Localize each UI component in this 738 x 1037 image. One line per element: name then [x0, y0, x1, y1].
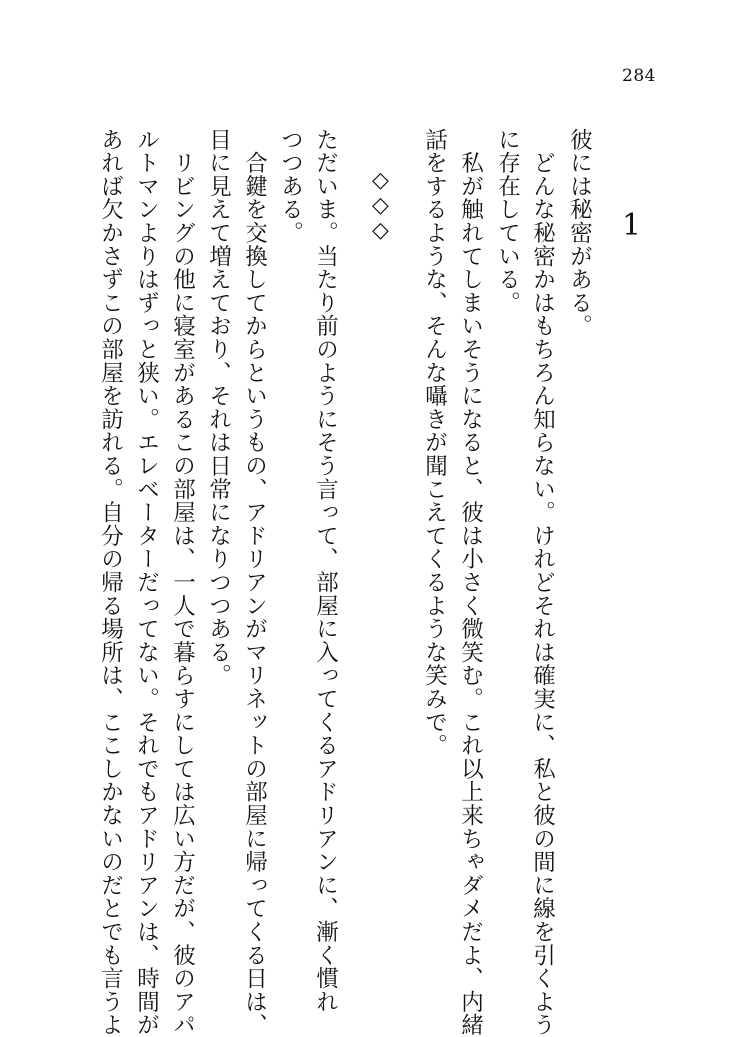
chapter-number: 1	[622, 208, 642, 243]
text-column-8: 合鍵を交換してからというもの、アドリアンがマリネットの部屋に帰ってくる日は、	[241, 128, 268, 1037]
text-column-6: ただいま。当たり前のようにそう言って、部屋に入ってくるアドリアンに、漸く慣れ	[312, 128, 339, 1014]
text-column-4: 私が触れてしまいそうになると、彼は小さく微笑む。これ以上来ちゃダメだよ、内緒	[457, 128, 484, 1037]
text-column-12: あれば欠かさずこの部屋を訪れる。自分の帰る場所は、ここしかないのだとでも言うよ	[97, 128, 124, 1037]
page-number: 284	[622, 66, 656, 86]
text-column-10: リビングの他に寝室があるこの部屋は、一人で暮らすにしては広い方だが、彼のアパ	[169, 128, 196, 1037]
text-column-5: 話をするような、そんな囁きが聞こえてくるような笑みで。	[421, 128, 448, 758]
text-column-11: ルトマンよりはずっと狭い。エレベーターだってない。それでもアドリアンは、時間が	[133, 128, 160, 1037]
text-column-7: つつある。	[277, 128, 304, 245]
text-column-3: に存在している。	[494, 128, 521, 315]
section-separator: ◇◇◇	[368, 168, 393, 243]
text-column-1: 彼には秘密がある。	[566, 128, 593, 338]
text-column-2: どんな秘密かはもちろん知らない。けれどそれは確実に、私と彼の間に線を引くよう	[529, 128, 556, 1037]
text-column-9: 目に見えて増えており、それは日常になりつつある。	[205, 128, 232, 688]
